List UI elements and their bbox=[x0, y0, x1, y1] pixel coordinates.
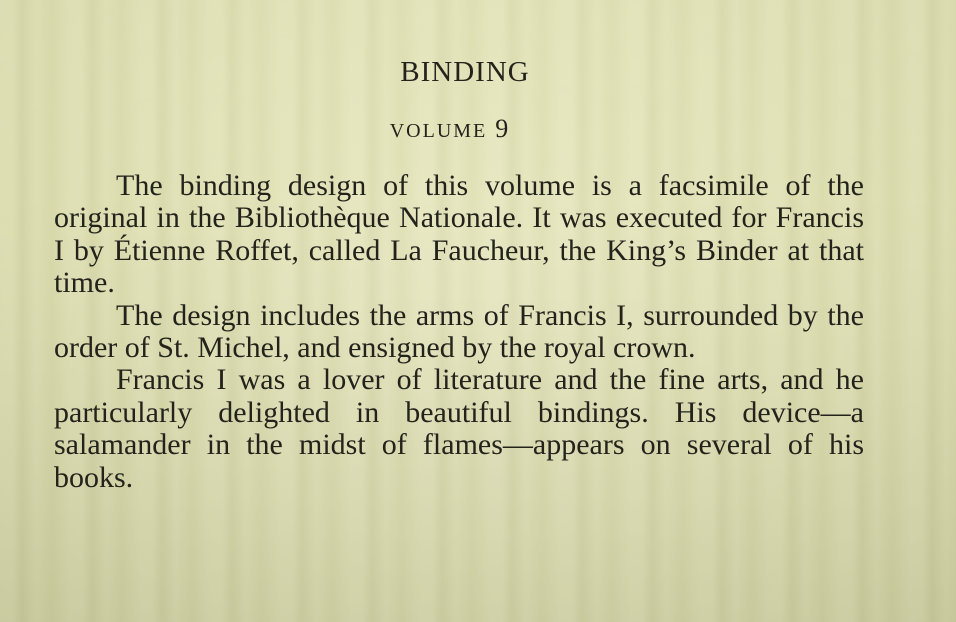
volume-number: 9 bbox=[495, 114, 511, 143]
page-title: BINDING bbox=[400, 56, 530, 88]
paragraph-3: Francis I was a lover of literature and the fine arts, and he particularly delighted in beautiful bindings. His device—a salamander in the midst of flames—appears on several of his books. bbox=[54, 363, 864, 494]
paragraph-2: The design includes the arms of Francis I, surrounded by the order of St. Michel, and ensigned by the royal crown. bbox=[54, 298, 864, 364]
volume-heading bbox=[0, 114, 900, 144]
volume-label: VOLUME bbox=[389, 120, 488, 142]
paragraph-1: The binding design of this volume is a facsimile of the original in the Bibliothèque Nationale. It was executed for Francis I by Étienne Roffet, called La Faucheur, the King’s Binder at that time. bbox=[54, 169, 864, 300]
body-text bbox=[54, 170, 864, 494]
